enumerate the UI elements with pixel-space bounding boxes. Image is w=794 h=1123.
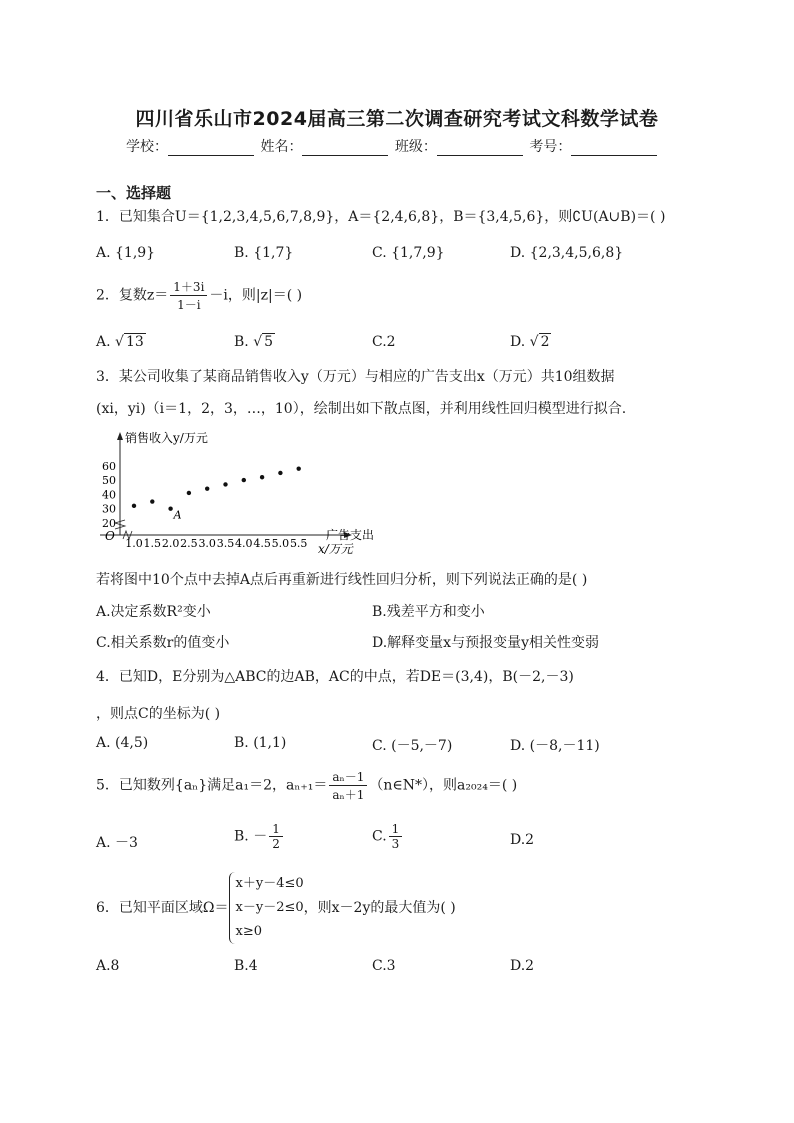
q5-option-d: D.2 xyxy=(510,832,535,848)
q6-option-a: A.8 xyxy=(96,958,120,974)
question-4-line-1: 4．已知D，E分别为△ABC的边AB，AC的中点，若DE＝(3,4)，B(－2,－3) xyxy=(96,669,574,685)
y-axis-label: 销售收入y/万元 xyxy=(125,431,208,445)
y-tick-label: 50 xyxy=(102,474,116,488)
q2-option-d: D. √ 2 xyxy=(510,334,550,350)
y-tick-label: 40 xyxy=(102,488,116,502)
data-point xyxy=(260,475,264,479)
q5-b-num: 1 xyxy=(269,822,283,837)
q6-option-d: D.2 xyxy=(510,958,535,974)
q3-option-c: C.相关系数r的值变小 xyxy=(96,635,230,651)
data-point xyxy=(205,486,209,490)
q4-option-a: A. (4,5) xyxy=(96,735,149,751)
class-label: 班级： xyxy=(394,139,437,155)
data-point xyxy=(223,482,227,486)
x-tick-label: 4.5 xyxy=(253,537,271,550)
q6-ineq-2: x－y－2≤0 xyxy=(235,900,304,915)
q5-option-b xyxy=(234,822,285,851)
data-point xyxy=(242,478,246,482)
q3-option-a: A.决定系数R²变小 xyxy=(96,604,211,620)
q5-c-den: 3 xyxy=(391,837,400,851)
y-tick-label: 30 xyxy=(102,502,116,516)
q2-frac-den: 1－i xyxy=(177,298,201,312)
x-tick-label: 2.5 xyxy=(180,537,198,550)
q6-ineq-3: x≥0 xyxy=(235,924,263,939)
q2-d-prefix: D. xyxy=(510,334,526,350)
q4-option-d: D. (－8,－11) xyxy=(510,738,600,754)
name-label: 姓名： xyxy=(260,139,303,155)
q5-c-prefix: C. xyxy=(372,828,387,845)
scatter-chart xyxy=(96,428,386,560)
q1-option-d: D. {2,3,4,5,6,8} xyxy=(510,245,624,261)
q5-b-prefix: B. － xyxy=(234,828,268,845)
school-blank[interactable] xyxy=(168,141,254,156)
q6-option-c: C.3 xyxy=(372,958,396,974)
data-point xyxy=(168,507,172,511)
question-3-line-2: (xi，yi)（i＝1，2，3，…，10），绘制出如下散点图，并利用线性回归模型进行拟合. xyxy=(96,401,627,417)
q6-suffix: ，则x－2y的最大值为( ) xyxy=(303,900,456,916)
y-tick-label: 20 xyxy=(102,517,116,530)
q6-prefix: 6．已知平面区域Ω＝ xyxy=(96,900,229,916)
q1-option-b: B. {1,7} xyxy=(234,245,294,261)
y-axis-arrow xyxy=(117,432,123,440)
question-1-stem: 1．已知集合U＝{1,2,3,4,5,6,7,8,9}，A＝{2,4,6,8}，B＝{3,4,5,6}，则∁U(A∪B)＝( ) xyxy=(96,209,666,225)
q2-option-c: C.2 xyxy=(372,334,396,350)
q5-suffix: （n∈N*），则a₂₀₂₄＝( ) xyxy=(369,777,518,794)
q2-b-prefix: B. xyxy=(234,334,249,350)
origin-label: O xyxy=(105,529,115,543)
school-label: 学校： xyxy=(126,139,168,155)
y-axis-break xyxy=(115,520,125,529)
question-3-stem: 若将图中10个点中去掉A点后再重新进行线性回归分析，则下列说法正确的是( ) xyxy=(96,572,588,588)
question-5-stem xyxy=(96,768,517,803)
data-point xyxy=(150,499,154,503)
q2-fraction xyxy=(170,278,207,313)
q5-frac-den: aₙ＋1 xyxy=(332,788,365,802)
q5-b-fraction xyxy=(269,822,283,851)
x-tick-label: 3.0 xyxy=(198,537,216,550)
q5-frac-num: aₙ－1 xyxy=(329,768,367,786)
q2-a-prefix: A. xyxy=(96,334,111,350)
q2-prefix: 2．复数z＝ xyxy=(96,287,169,304)
name-blank[interactable] xyxy=(302,141,388,156)
x-tick-label: 3.5 xyxy=(216,537,235,550)
q2-b-radicand: 5 xyxy=(264,334,274,350)
q2-frac-num: 1＋3i xyxy=(170,278,207,296)
question-2-stem xyxy=(96,278,302,313)
page-title: 四川省乐山市2024届高三第二次调查研究考试文科数学试卷 xyxy=(135,108,659,130)
x-tick-label: 2.0 xyxy=(161,537,180,550)
q2-d-radicand: 2 xyxy=(540,334,550,350)
q5-c-num: 1 xyxy=(389,822,403,837)
question-3-line-1: 3．某公司收集了某商品销售收入y（万元）与相应的广告支出x（万元）共10组数据 xyxy=(96,369,615,385)
q5-b-den: 2 xyxy=(272,837,280,851)
data-point xyxy=(278,471,282,475)
q1-option-a: A. {1,9} xyxy=(96,245,156,261)
y-tick-label: 60 xyxy=(102,459,116,473)
q5-option-a: A. －3 xyxy=(96,835,138,851)
data-point xyxy=(297,466,301,470)
q5-fraction xyxy=(329,768,367,803)
q6-ineq-1: x＋y－4≤0 xyxy=(235,876,304,891)
x-tick-label: 1.0 xyxy=(125,537,143,550)
number-blank[interactable] xyxy=(571,141,657,156)
q5-prefix: 5．已知数列{aₙ}满足a₁＝2，aₙ₊₁＝ xyxy=(96,777,328,794)
x-tick-label: 5.5 xyxy=(289,537,308,550)
q2-option-b: B. √ 5 xyxy=(234,334,274,350)
x-tick-label: 1.5 xyxy=(143,537,162,550)
question-4-line-2: ，则点C的坐标为( ) xyxy=(96,706,221,722)
x-tick-label: 4.0 xyxy=(235,537,253,550)
x-axis-unit-label: x/万元 xyxy=(318,542,353,556)
class-blank[interactable] xyxy=(437,141,523,156)
data-point xyxy=(132,504,136,508)
q2-suffix: －i，则|z|＝( ) xyxy=(209,287,303,304)
data-point xyxy=(187,491,191,495)
q3-option-d: D.解释变量x与预报变量y相关性变弱 xyxy=(372,635,599,651)
q4-option-b: B. (1,1) xyxy=(234,735,287,751)
x-axis-label: 广告支出 xyxy=(326,528,375,542)
section-heading: 一、选择题 xyxy=(96,184,172,202)
q6-inequality-system xyxy=(229,872,304,944)
q1-option-c: C. {1,7,9} xyxy=(372,245,445,261)
question-6-stem xyxy=(96,872,456,944)
student-info-line xyxy=(126,136,659,156)
point-a-label: A xyxy=(173,508,182,522)
q6-option-b: B.4 xyxy=(234,958,258,974)
q5-c-fraction xyxy=(389,822,403,851)
q4-option-c: C. (－5,－7) xyxy=(372,738,453,754)
q2-option-a: A. √ 13 xyxy=(96,334,144,350)
q2-a-radicand: 13 xyxy=(125,334,144,350)
q3-option-b: B.残差平方和变小 xyxy=(372,604,485,620)
number-label: 考号： xyxy=(529,139,572,155)
q5-option-c xyxy=(372,822,404,851)
x-tick-label: 5.0 xyxy=(271,537,290,550)
